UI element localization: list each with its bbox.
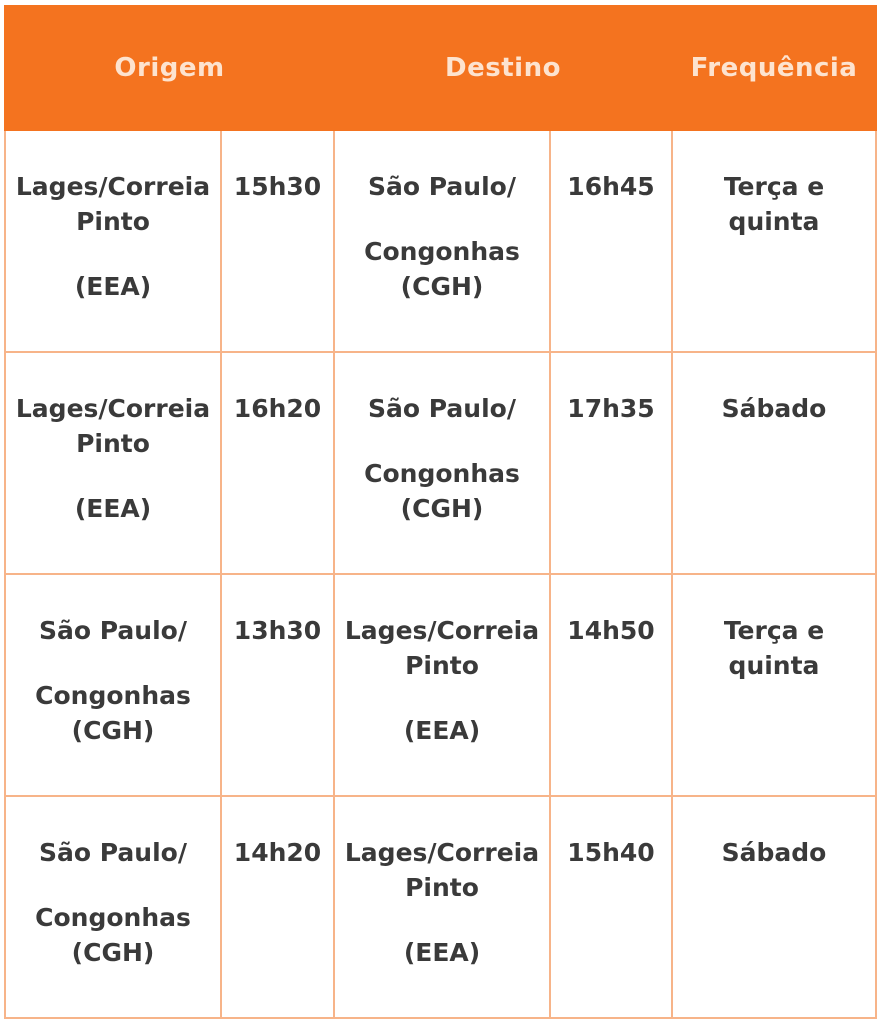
flight-schedule-table — [4, 5, 877, 1019]
destination-city-line: Lages/Correia — [344, 616, 540, 645]
departure-time: 14h20 — [221, 796, 334, 1018]
frequency-cell — [672, 796, 876, 1018]
header-origem: Origem — [5, 6, 334, 130]
arrival-time: 17h35 — [550, 352, 672, 574]
frequency-line: quinta — [728, 207, 820, 236]
destination-code-line: (CGH) — [400, 494, 484, 523]
destination-city-line: Pinto — [405, 651, 479, 680]
origin-city-line: São Paulo/ — [39, 616, 187, 645]
frequency-cell — [672, 574, 876, 796]
destination-city-line: Lages/Correia — [344, 838, 540, 867]
table-row — [5, 574, 876, 796]
frequency-cell — [672, 352, 876, 574]
frequency-line: Terça e — [723, 616, 825, 645]
destination-code-line: Congonhas — [364, 459, 520, 488]
table-row — [5, 130, 876, 352]
arrival-time: 15h40 — [550, 796, 672, 1018]
destination-cell — [334, 574, 550, 796]
origin-city-line: Lages/Correia — [15, 172, 211, 201]
origin-code-line: (CGH) — [71, 716, 155, 745]
destination-code: (EEA) — [403, 938, 481, 967]
frequency-line: quinta — [728, 651, 820, 680]
origin-city-line: Lages/Correia — [15, 394, 211, 423]
origin-city-line: Pinto — [76, 207, 150, 236]
origin-cell — [5, 352, 221, 574]
frequency-cell — [672, 130, 876, 352]
origin-code-line: Congonhas — [35, 903, 191, 932]
origin-cell — [5, 130, 221, 352]
destination-city-line: São Paulo/ — [368, 394, 516, 423]
departure-time: 16h20 — [221, 352, 334, 574]
header-destino: Destino — [334, 6, 672, 130]
origin-cell — [5, 796, 221, 1018]
arrival-time: 16h45 — [550, 130, 672, 352]
destination-code: (EEA) — [403, 716, 481, 745]
arrival-time: 14h50 — [550, 574, 672, 796]
destination-code-line: (CGH) — [400, 272, 484, 301]
frequency-line: Terça e — [723, 172, 825, 201]
header-frequencia: Frequência — [672, 6, 876, 130]
destination-cell — [334, 352, 550, 574]
origin-code: (EEA) — [74, 494, 152, 523]
destination-city-line: São Paulo/ — [368, 172, 516, 201]
frequency-line: Sábado — [721, 838, 827, 867]
table-row — [5, 796, 876, 1018]
destination-city-line: Pinto — [405, 873, 479, 902]
departure-time: 13h30 — [221, 574, 334, 796]
origin-city-line: Pinto — [76, 429, 150, 458]
destination-cell — [334, 130, 550, 352]
frequency-line: Sábado — [721, 394, 827, 423]
destination-cell — [334, 796, 550, 1018]
header-row — [5, 6, 876, 130]
origin-code-line: (CGH) — [71, 938, 155, 967]
origin-cell — [5, 574, 221, 796]
origin-city-line: São Paulo/ — [39, 838, 187, 867]
table-row — [5, 352, 876, 574]
origin-code: (EEA) — [74, 272, 152, 301]
departure-time: 15h30 — [221, 130, 334, 352]
origin-code-line: Congonhas — [35, 681, 191, 710]
destination-code-line: Congonhas — [364, 237, 520, 266]
